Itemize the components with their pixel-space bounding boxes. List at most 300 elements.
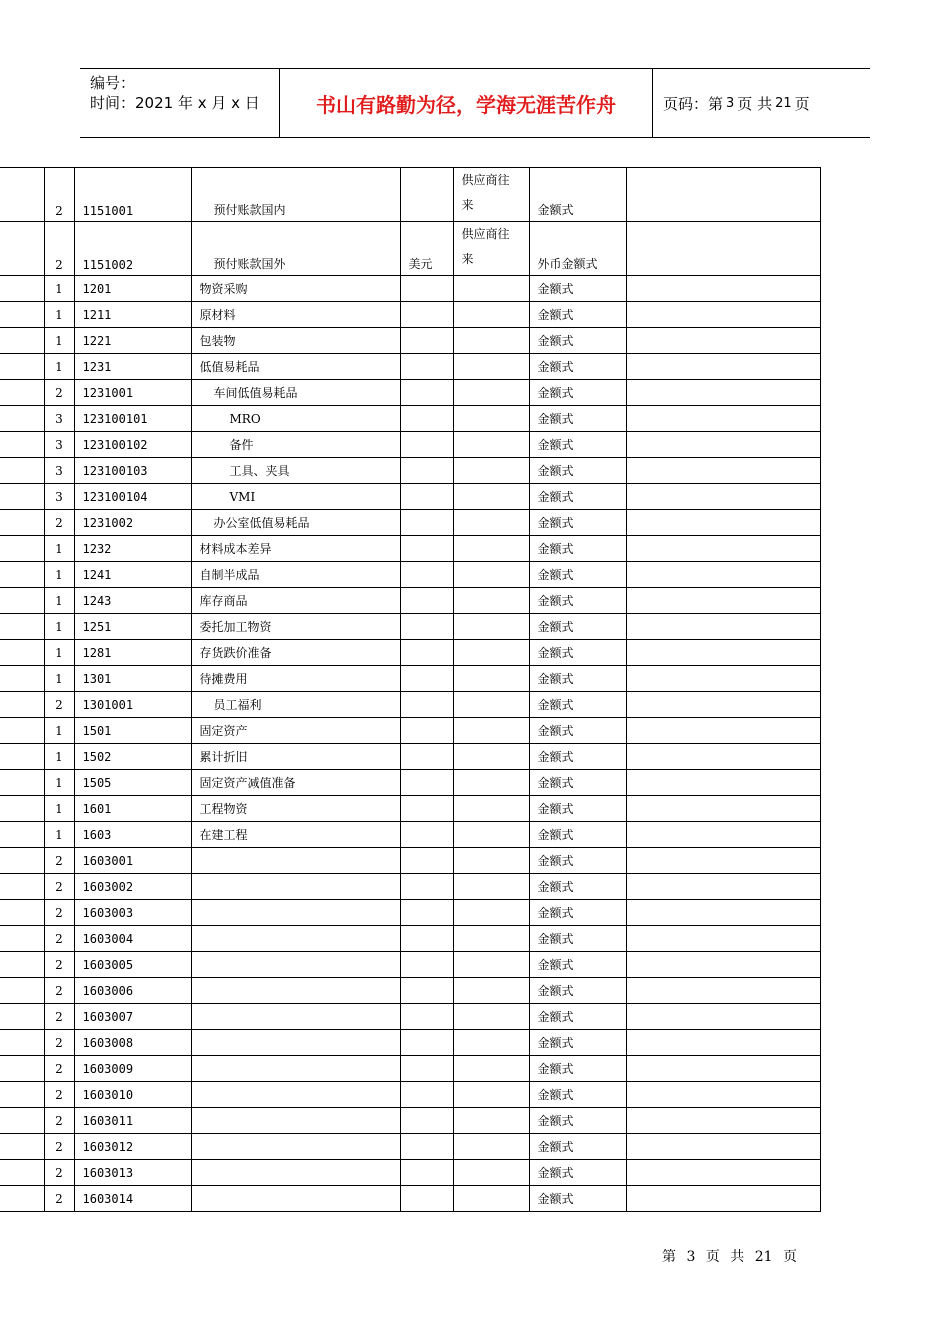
header-page-indicator	[653, 69, 870, 137]
footer-word-1: 第	[662, 1249, 676, 1265]
row-blank-cell	[0, 328, 44, 354]
extra-cell	[626, 822, 820, 848]
row-blank-cell	[0, 1030, 44, 1056]
account-code-cell: 1241	[74, 562, 191, 588]
account-code-cell: 1151002	[74, 222, 191, 276]
format-cell: 金额式	[529, 900, 626, 926]
extra-cell	[626, 1108, 820, 1134]
aux-accounting-cell	[453, 302, 529, 328]
extra-cell	[626, 328, 820, 354]
extra-cell	[626, 718, 820, 744]
format-cell: 金额式	[529, 432, 626, 458]
level-cell: 2	[44, 1160, 74, 1186]
table-row	[0, 848, 820, 874]
extra-cell	[626, 1004, 820, 1030]
row-blank-cell	[0, 510, 44, 536]
account-name-cell	[191, 978, 400, 1004]
table-row	[0, 302, 820, 328]
aux-accounting-cell	[453, 354, 529, 380]
account-name-cell	[191, 874, 400, 900]
format-cell: 金额式	[529, 1056, 626, 1082]
account-code-cell: 1603014	[74, 1186, 191, 1212]
level-cell: 3	[44, 406, 74, 432]
format-cell: 金额式	[529, 168, 626, 222]
format-cell: 金额式	[529, 328, 626, 354]
footer-word-3: 共	[730, 1249, 745, 1265]
extra-cell	[626, 168, 820, 222]
extra-cell	[626, 380, 820, 406]
account-code-cell: 1601	[74, 796, 191, 822]
level-cell: 2	[44, 1082, 74, 1108]
account-code-cell: 1603003	[74, 900, 191, 926]
account-name-cell: 备件	[191, 432, 400, 458]
currency-cell	[400, 432, 453, 458]
account-code-cell: 1281	[74, 640, 191, 666]
extra-cell	[626, 484, 820, 510]
account-name-cell	[191, 1082, 400, 1108]
currency-cell	[400, 1134, 453, 1160]
format-cell: 金额式	[529, 380, 626, 406]
extra-cell	[626, 744, 820, 770]
account-name-cell: 原材料	[191, 302, 400, 328]
account-name-cell: 累计折旧	[191, 744, 400, 770]
table-row	[0, 510, 820, 536]
level-cell: 1	[44, 822, 74, 848]
table-row	[0, 168, 820, 222]
account-name-cell	[191, 1108, 400, 1134]
currency-cell	[400, 484, 453, 510]
currency-cell	[400, 874, 453, 900]
table-row	[0, 328, 820, 354]
account-name-cell	[191, 900, 400, 926]
aux-line: 供应商往	[461, 227, 510, 241]
account-code-cell: 1603	[74, 822, 191, 848]
level-cell: 2	[44, 1030, 74, 1056]
account-code-cell: 1251	[74, 614, 191, 640]
account-code-cell: 1211	[74, 302, 191, 328]
table-row	[0, 822, 820, 848]
format-cell: 金额式	[529, 770, 626, 796]
aux-accounting-cell	[453, 458, 529, 484]
table-row	[0, 380, 820, 406]
format-cell: 金额式	[529, 1082, 626, 1108]
account-code-cell: 1201	[74, 276, 191, 302]
account-name-cell	[191, 848, 400, 874]
account-code-cell: 123100104	[74, 484, 191, 510]
row-blank-cell	[0, 432, 44, 458]
account-code-cell: 1502	[74, 744, 191, 770]
level-cell: 2	[44, 874, 74, 900]
currency-cell	[400, 1004, 453, 1030]
header-motto: 书山有路勤为径，学海无涯苦作舟	[280, 69, 653, 137]
account-table-body	[0, 168, 820, 1212]
currency-cell	[400, 354, 453, 380]
footer-current: 3	[686, 1249, 696, 1265]
row-blank-cell	[0, 796, 44, 822]
currency-cell	[400, 848, 453, 874]
row-blank-cell	[0, 536, 44, 562]
extra-cell	[626, 1134, 820, 1160]
account-code-cell: 1603007	[74, 1004, 191, 1030]
footer-total: 21	[754, 1249, 773, 1265]
level-cell: 3	[44, 432, 74, 458]
table-row	[0, 1056, 820, 1082]
table-row	[0, 432, 820, 458]
format-cell: 金额式	[529, 536, 626, 562]
row-blank-cell	[0, 406, 44, 432]
account-code-cell: 1301	[74, 666, 191, 692]
format-cell: 金额式	[529, 1030, 626, 1056]
level-cell: 1	[44, 666, 74, 692]
aux-accounting-cell	[453, 1134, 529, 1160]
extra-cell	[626, 874, 820, 900]
aux-accounting-cell	[453, 588, 529, 614]
account-name-cell: 包装物	[191, 328, 400, 354]
currency-cell	[400, 614, 453, 640]
account-code-cell: 1603009	[74, 1056, 191, 1082]
table-row	[0, 640, 820, 666]
table-row	[0, 1160, 820, 1186]
level-cell: 2	[44, 510, 74, 536]
format-cell: 金额式	[529, 1134, 626, 1160]
currency-cell	[400, 1160, 453, 1186]
account-name-cell: 存货跌价准备	[191, 640, 400, 666]
row-blank-cell	[0, 1108, 44, 1134]
level-cell: 1	[44, 770, 74, 796]
table-row	[0, 900, 820, 926]
table-row	[0, 1186, 820, 1212]
extra-cell	[626, 276, 820, 302]
extra-cell	[626, 1056, 820, 1082]
level-cell: 2	[44, 1108, 74, 1134]
currency-cell: 美元	[400, 222, 453, 276]
page-suffix: 页	[794, 94, 810, 113]
format-cell: 金额式	[529, 562, 626, 588]
extra-cell	[626, 536, 820, 562]
currency-cell	[400, 1030, 453, 1056]
account-name-cell	[191, 1056, 400, 1082]
account-code-cell: 1603006	[74, 978, 191, 1004]
aux-accounting-cell	[453, 328, 529, 354]
table-row	[0, 406, 820, 432]
table-row	[0, 666, 820, 692]
table-row	[0, 562, 820, 588]
level-cell: 1	[44, 744, 74, 770]
table-row	[0, 978, 820, 1004]
row-blank-cell	[0, 484, 44, 510]
currency-cell	[400, 718, 453, 744]
currency-cell	[400, 1186, 453, 1212]
aux-accounting-cell	[453, 848, 529, 874]
format-cell: 金额式	[529, 874, 626, 900]
row-blank-cell	[0, 640, 44, 666]
format-cell: 金额式	[529, 744, 626, 770]
account-name-cell: 预付账款国内	[191, 168, 400, 222]
footer-word-4: 页	[783, 1249, 798, 1265]
aux-accounting-cell	[453, 406, 529, 432]
page-mid: 页 共	[737, 94, 773, 113]
aux-accounting-cell	[453, 692, 529, 718]
currency-cell	[400, 692, 453, 718]
aux-accounting-cell	[453, 666, 529, 692]
format-cell: 金额式	[529, 1160, 626, 1186]
footer-word-2: 页	[705, 1249, 720, 1265]
aux-accounting-cell	[453, 562, 529, 588]
account-name-cell: 物资采购	[191, 276, 400, 302]
currency-cell	[400, 562, 453, 588]
currency-cell	[400, 406, 453, 432]
extra-cell	[626, 354, 820, 380]
account-name-cell: 员工福利	[191, 692, 400, 718]
extra-cell	[626, 588, 820, 614]
table-row	[0, 1030, 820, 1056]
level-cell: 1	[44, 718, 74, 744]
row-blank-cell	[0, 458, 44, 484]
format-cell: 金额式	[529, 666, 626, 692]
aux-accounting-cell	[453, 222, 529, 276]
aux-accounting-cell	[453, 380, 529, 406]
row-blank-cell	[0, 1082, 44, 1108]
account-code-cell: 1501	[74, 718, 191, 744]
table-row	[0, 770, 820, 796]
extra-cell	[626, 614, 820, 640]
format-cell: 金额式	[529, 952, 626, 978]
aux-accounting-cell	[453, 1056, 529, 1082]
extra-cell	[626, 640, 820, 666]
row-blank-cell	[0, 562, 44, 588]
aux-accounting-cell	[453, 952, 529, 978]
account-name-cell: 固定资产减值准备	[191, 770, 400, 796]
aux-accounting-cell	[453, 926, 529, 952]
currency-cell	[400, 926, 453, 952]
account-code-cell: 1603012	[74, 1134, 191, 1160]
page-prefix: 页码：第	[663, 94, 724, 113]
level-cell: 1	[44, 640, 74, 666]
account-name-cell	[191, 952, 400, 978]
level-cell: 1	[44, 562, 74, 588]
account-name-cell: VMI	[191, 484, 400, 510]
extra-cell	[626, 1186, 820, 1212]
table-row	[0, 1108, 820, 1134]
account-code-cell: 1231001	[74, 380, 191, 406]
currency-cell	[400, 640, 453, 666]
format-cell: 金额式	[529, 822, 626, 848]
aux-accounting-cell	[453, 1108, 529, 1134]
account-code-cell: 1243	[74, 588, 191, 614]
account-code-cell: 123100103	[74, 458, 191, 484]
format-cell: 金额式	[529, 978, 626, 1004]
table-row	[0, 588, 820, 614]
account-code-cell: 1603005	[74, 952, 191, 978]
account-name-cell: 在建工程	[191, 822, 400, 848]
row-blank-cell	[0, 168, 44, 222]
account-name-cell	[191, 1186, 400, 1212]
aux-accounting-cell	[453, 744, 529, 770]
table-row	[0, 926, 820, 952]
account-name-cell: 库存商品	[191, 588, 400, 614]
extra-cell	[626, 1082, 820, 1108]
account-code-cell: 1505	[74, 770, 191, 796]
currency-cell	[400, 458, 453, 484]
row-blank-cell	[0, 1134, 44, 1160]
account-code-cell: 1603002	[74, 874, 191, 900]
level-cell: 2	[44, 222, 74, 276]
table-row	[0, 744, 820, 770]
account-code-cell: 1603004	[74, 926, 191, 952]
aux-accounting-cell	[453, 1030, 529, 1056]
format-cell: 金额式	[529, 614, 626, 640]
table-row	[0, 796, 820, 822]
aux-accounting-cell	[453, 276, 529, 302]
aux-accounting-cell	[453, 1004, 529, 1030]
table-row	[0, 222, 820, 276]
format-cell: 金额式	[529, 848, 626, 874]
level-cell: 2	[44, 900, 74, 926]
currency-cell	[400, 328, 453, 354]
row-blank-cell	[0, 718, 44, 744]
level-cell: 1	[44, 276, 74, 302]
row-blank-cell	[0, 848, 44, 874]
page-header	[80, 68, 870, 138]
level-cell: 1	[44, 588, 74, 614]
aux-accounting-cell	[453, 874, 529, 900]
account-name-cell: 工具、夹具	[191, 458, 400, 484]
level-cell: 3	[44, 484, 74, 510]
account-name-cell	[191, 1030, 400, 1056]
row-blank-cell	[0, 952, 44, 978]
currency-cell	[400, 952, 453, 978]
level-cell: 2	[44, 380, 74, 406]
aux-line: 来	[461, 252, 474, 266]
format-cell: 金额式	[529, 718, 626, 744]
currency-cell	[400, 302, 453, 328]
account-code-cell: 1231	[74, 354, 191, 380]
level-cell: 1	[44, 536, 74, 562]
aux-accounting-cell	[453, 822, 529, 848]
account-name-cell: 委托加工物资	[191, 614, 400, 640]
table-row	[0, 536, 820, 562]
table-row	[0, 692, 820, 718]
row-blank-cell	[0, 900, 44, 926]
extra-cell	[626, 926, 820, 952]
row-blank-cell	[0, 978, 44, 1004]
aux-accounting-cell	[453, 614, 529, 640]
row-blank-cell	[0, 744, 44, 770]
level-cell: 1	[44, 614, 74, 640]
extra-cell	[626, 406, 820, 432]
account-code-cell: 1603010	[74, 1082, 191, 1108]
header-meta	[80, 69, 280, 137]
aux-line: 供应商往	[461, 173, 510, 187]
row-blank-cell	[0, 222, 44, 276]
account-code-cell: 1151001	[74, 168, 191, 222]
account-code-cell: 1603001	[74, 848, 191, 874]
account-name-cell: 工程物资	[191, 796, 400, 822]
level-cell: 2	[44, 168, 74, 222]
account-code-cell: 123100101	[74, 406, 191, 432]
level-cell: 2	[44, 1004, 74, 1030]
extra-cell	[626, 666, 820, 692]
account-code-cell: 1603011	[74, 1108, 191, 1134]
currency-cell	[400, 822, 453, 848]
format-cell: 金额式	[529, 302, 626, 328]
row-blank-cell	[0, 874, 44, 900]
row-blank-cell	[0, 302, 44, 328]
table-row	[0, 1082, 820, 1108]
format-cell: 金额式	[529, 796, 626, 822]
extra-cell	[626, 510, 820, 536]
currency-cell	[400, 666, 453, 692]
level-cell: 1	[44, 302, 74, 328]
extra-cell	[626, 302, 820, 328]
table-row	[0, 276, 820, 302]
aux-accounting-cell	[453, 484, 529, 510]
table-row	[0, 458, 820, 484]
extra-cell	[626, 1030, 820, 1056]
currency-cell	[400, 380, 453, 406]
page-footer	[662, 1246, 803, 1266]
level-cell: 1	[44, 354, 74, 380]
row-blank-cell	[0, 666, 44, 692]
row-blank-cell	[0, 380, 44, 406]
aux-accounting-cell	[453, 1160, 529, 1186]
account-name-cell: 材料成本差异	[191, 536, 400, 562]
account-code-cell: 1221	[74, 328, 191, 354]
extra-cell	[626, 562, 820, 588]
aux-accounting-cell	[453, 718, 529, 744]
aux-line: 来	[461, 198, 474, 212]
level-cell: 2	[44, 692, 74, 718]
aux-accounting-cell	[453, 1186, 529, 1212]
account-name-cell	[191, 1134, 400, 1160]
account-code-cell: 1603008	[74, 1030, 191, 1056]
currency-cell	[400, 770, 453, 796]
account-table	[0, 167, 821, 1212]
account-name-cell: 待摊费用	[191, 666, 400, 692]
account-name-cell	[191, 1160, 400, 1186]
table-row	[0, 614, 820, 640]
format-cell: 金额式	[529, 692, 626, 718]
account-name-cell: 自制半成品	[191, 562, 400, 588]
extra-cell	[626, 900, 820, 926]
format-cell: 金额式	[529, 926, 626, 952]
row-blank-cell	[0, 1160, 44, 1186]
extra-cell	[626, 692, 820, 718]
format-cell: 金额式	[529, 1004, 626, 1030]
table-row	[0, 1004, 820, 1030]
aux-accounting-cell	[453, 640, 529, 666]
level-cell: 2	[44, 978, 74, 1004]
account-name-cell: 低值易耗品	[191, 354, 400, 380]
format-cell: 金额式	[529, 458, 626, 484]
account-code-cell: 1301001	[74, 692, 191, 718]
account-name-cell: MRO	[191, 406, 400, 432]
aux-accounting-cell	[453, 510, 529, 536]
row-blank-cell	[0, 770, 44, 796]
extra-cell	[626, 848, 820, 874]
account-name-cell	[191, 1004, 400, 1030]
account-name-cell	[191, 926, 400, 952]
currency-cell	[400, 276, 453, 302]
extra-cell	[626, 952, 820, 978]
format-cell: 金额式	[529, 484, 626, 510]
level-cell: 3	[44, 458, 74, 484]
row-blank-cell	[0, 822, 44, 848]
currency-cell	[400, 588, 453, 614]
currency-cell	[400, 510, 453, 536]
row-blank-cell	[0, 354, 44, 380]
level-cell: 2	[44, 1056, 74, 1082]
